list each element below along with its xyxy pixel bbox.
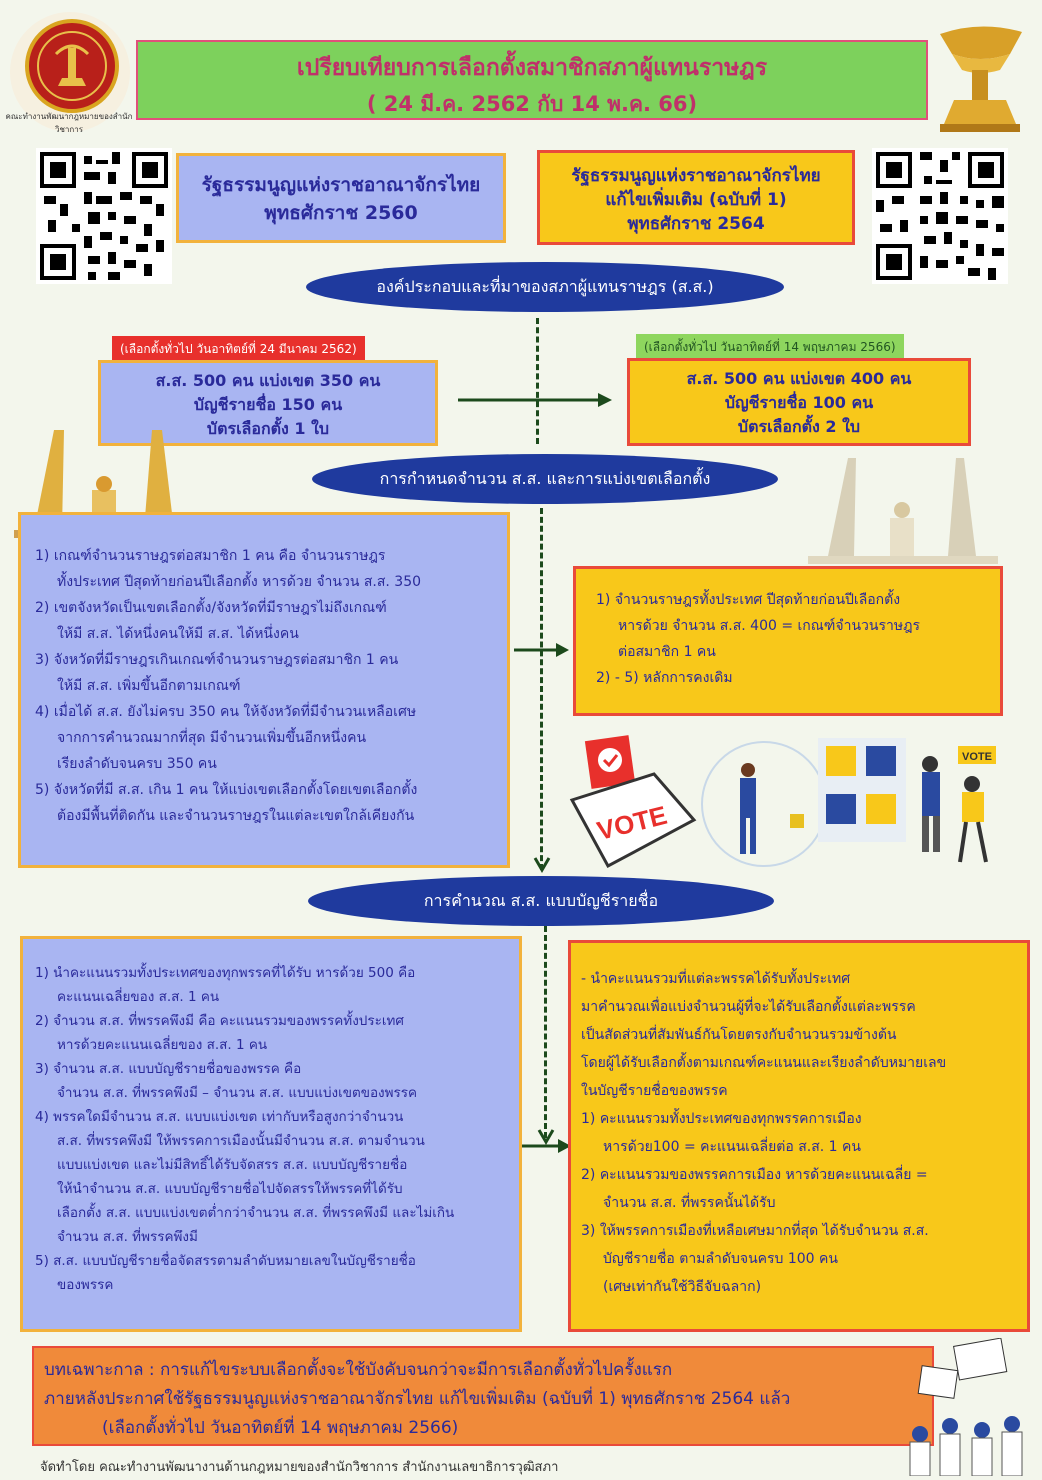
section-heading-composition — [306, 262, 784, 312]
party-list-rules-2566 — [568, 940, 1030, 1332]
list-item-text: 2) เขตจังหวัดเป็นเขตเลือกตั้ง/จังหวัดที่มีราษฎรไม่ถึงเกณฑ์ — [35, 600, 387, 616]
list-item-continuation: บัญชีรายชื่อ ตามลำดับจนครบ 100 คน — [603, 1251, 838, 1267]
section1-heading-text: องค์ประกอบและที่มาของสภาผู้แทนราษฎร (ส.ส.) — [376, 276, 714, 296]
ballot-vote-text: VOTE — [593, 799, 670, 846]
composition-2566-line3: บัตรเลือกตั้ง 2 ใบ — [737, 417, 861, 436]
transitional-line2: ภายหลังประกาศใช้รัฐธรรมนูญแห่งราชอาณาจักรไทย แก้ไขเพิ่มเติม (ฉบับที่ 1) พุทธศักราช 2564 แล้ว — [44, 1389, 791, 1409]
election-2562-tag: (เลือกตั้งทั่วไป วันอาทิตย์ที่ 24 มีนาคม 2562) — [112, 336, 365, 363]
list-item — [35, 595, 497, 647]
list-item — [35, 1105, 511, 1249]
list-item — [581, 1217, 1017, 1301]
center-dashed-line-2 — [540, 508, 543, 870]
party-list-2566-intro — [581, 965, 1017, 1105]
section-heading-districts — [312, 454, 778, 504]
list-item — [35, 961, 511, 1009]
list-item-continuation: แบบแบ่งเขต และไม่มีสิทธิ์ได้รับจัดสรร ส.ส. แบบบัญชีรายชื่อ — [57, 1157, 408, 1173]
list-item — [581, 1161, 1017, 1217]
list-item — [596, 665, 990, 691]
intro-line: มาคำนวณเพื่อแบ่งจำนวนผู้ที่จะได้รับเลือกตั้งแต่ละพรรค — [581, 999, 916, 1015]
voters-illustration — [694, 734, 1038, 884]
list-item-text: 2) - 5) หลักการคงเดิม — [596, 670, 733, 686]
arrow-right-icon-2 — [514, 640, 570, 660]
section-heading-party-list — [308, 876, 774, 926]
list-item-text: 1) คะแนนรวมทั้งประเทศของทุกพรรคการเมือง — [581, 1111, 862, 1127]
ballot-box-illustration — [564, 730, 704, 870]
list-item-text: 4) เมื่อได้ ส.ส. ยังไม่ครบ 350 คน ให้จังหวัดที่มีจำนวนเหลือเศษ — [35, 704, 417, 720]
composition-2562-line3: บัตรเลือกตั้ง 1 ใบ — [206, 419, 330, 438]
composition-2562-line2: บัญชีรายชื่อ 150 คน — [193, 395, 343, 414]
list-item-continuation: จำนวน ส.ส. ที่พรรคนั้นได้รับ — [603, 1195, 776, 1211]
list-item-continuation: ส.ส. ที่พรรคพึงมี ให้พรรคการเมืองนั้นมีจำนวน ส.ส. ตามจำนวน — [57, 1133, 425, 1149]
constitution-2560-box — [176, 153, 506, 243]
list-item — [35, 647, 497, 699]
list-item-text: 1) นำคะแนนรวมทั้งประเทศของทุกพรรคที่ได้รับ หารด้วย 500 คือ — [35, 965, 416, 981]
constitution-right-line2: แก้ไขเพิ่มเติม (ฉบับที่ 1) — [605, 190, 787, 210]
intro-line: เป็นสัดส่วนที่สัมพันธ์กันโดยตรงกับจำนวนรวมข้างต้น — [581, 1027, 897, 1043]
arrow-right-icon-3 — [522, 1136, 572, 1156]
list-item-continuation: (เศษเท่ากันใช้วิธีจับฉลาก) — [603, 1279, 762, 1295]
list-item-continuation: จำนวน ส.ส. ที่พรรคพึงมี — [57, 1229, 198, 1245]
transitional-line3: (เลือกตั้งทั่วไป วันอาทิตย์ที่ 14 พฤษภาคม 2566) — [102, 1418, 459, 1438]
intro-line: โดยผู้ได้รับเลือกตั้งตามเกณฑ์คะแนนและเรียงลำดับหมายเลข — [581, 1055, 947, 1071]
list-item — [35, 699, 497, 777]
constitution-right-line3: พุทธศักราช 2564 — [627, 214, 765, 234]
constitution-right-line1: รัฐธรรมนูญแห่งราชอาณาจักรไทย — [571, 166, 821, 186]
list-item-continuation: จากการคำนวณมากที่สุด มีจำนวนเพิ่มขึ้นอีกหนึ่งคน — [57, 730, 367, 746]
credit-text: จัดทำโดย คณะทำงานพัฒนางานด้านกฎหมายของสำนักวิชาการ สำนักงานเลขาธิการวุฒิสภา — [40, 1460, 559, 1475]
list-item-text: 1) จำนวนราษฎรทั้งประเทศ ปีสุดท้ายก่อนปีเลือกตั้ง — [596, 592, 901, 608]
list-item-text: 2) คะแนนรวมของพรรคการเมือง หารด้วยคะแนนเฉลี่ย = — [581, 1167, 928, 1183]
transitional-provision-box — [32, 1346, 934, 1446]
list-item-continuation: ให้นำจำนวน ส.ส. แบบบัญชีรายชื่อไปจัดสรรให้พรรคที่ได้รับ — [57, 1181, 403, 1197]
list-item-continuation: ทั้งประเทศ ปีสุดท้ายก่อนปีเลือกตั้ง หารด้วย จำนวน ส.ส. 350 — [57, 574, 422, 590]
list-item — [581, 1105, 1017, 1161]
list-item-continuation: ต่อสมาชิก 1 คน — [618, 644, 716, 660]
vote-sign-text: VOTE — [962, 751, 992, 763]
section2-heading-text: การกำหนดจำนวน ส.ส. และการแบ่งเขตเลือกตั้ง — [379, 468, 711, 488]
list-item-continuation: ต้องมีพื้นที่ติดกัน และจำนวนราษฎรในแต่ละเขตใกล้เคียงกัน — [57, 808, 415, 824]
district-2566-list — [596, 587, 990, 691]
transitional-line1: บทเฉพาะกาล : การแก้ไขระบบเลือกตั้งจะใช้บังคับจนกว่าจะมีการเลือกตั้งทั่วไปครั้งแรก — [44, 1360, 673, 1380]
party-list-rules-2562 — [20, 936, 522, 1332]
list-item — [35, 777, 497, 829]
list-item-continuation: หารด้วยคะแนนเฉลี่ยของ ส.ส. 1 คน — [57, 1037, 268, 1053]
district-rules-2566 — [573, 566, 1003, 716]
logo-caption: คณะทำงานพัฒนากฎหมายของสำนักวิชาการ — [5, 112, 133, 134]
composition-2562-line1: ส.ส. 500 คน แบ่งเขต 350 คน — [155, 371, 381, 390]
title-line-1: เปรียบเทียบการเลือกตั้งสมาชิกสภาผู้แทนราษฎร — [296, 55, 768, 81]
list-item — [35, 1057, 511, 1105]
list-item-continuation: หารด้วย100 = คะแนนเฉลี่ยต่อ ส.ส. 1 คน — [603, 1139, 861, 1155]
qr-code-left[interactable] — [36, 148, 172, 284]
intro-line: ในบัญชีรายชื่อของพรรค — [581, 1083, 728, 1099]
list-item-continuation: เลือกตั้ง ส.ส. แบบแบ่งเขตต่ำกว่าจำนวน ส.ส. ที่พรรคพึงมี และไม่เกิน — [57, 1205, 455, 1221]
center-dashed-line-3 — [544, 926, 547, 1138]
list-item-text: 2) จำนวน ส.ส. ที่พรรคพึงมี คือ คะแนนรวมของพรรคทั้งประเทศ — [35, 1013, 404, 1029]
intro-line: - นำคะแนนรวมที่แต่ละพรรคได้รับทั้งประเทศ — [581, 971, 851, 987]
list-item-continuation: คะแนนเฉลี่ยของ ส.ส. 1 คน — [57, 989, 220, 1005]
section3-heading-text: การคำนวณ ส.ส. แบบบัญชีรายชื่อ — [423, 890, 659, 910]
party-list-2566-list — [581, 1105, 1017, 1301]
list-item-text: 5) จังหวัดที่มี ส.ส. เกิน 1 คน ให้แบ่งเขตเลือกตั้งโดยเขตเลือกตั้ง — [35, 782, 418, 798]
golden-tray-icon — [930, 14, 1030, 138]
election-2566-tag: (เลือกตั้งทั่วไป วันอาทิตย์ที่ 14 พฤษภาคม 2566) — [636, 334, 904, 361]
qr-code-right[interactable] — [872, 148, 1008, 284]
list-item-continuation: หารด้วย จำนวน ส.ส. 400 = เกณฑ์จำนวนราษฎร — [618, 618, 920, 634]
list-item-continuation: ให้มี ส.ส. ได้หนึ่งคนให้มี ส.ส. ได้หนึ่งคน — [57, 626, 299, 642]
constitution-left-line2: พุทธศักราช 2560 — [264, 202, 418, 224]
district-2562-list — [35, 543, 497, 829]
list-item-text: 3) จำนวน ส.ส. แบบบัญชีรายชื่อของพรรค คือ — [35, 1061, 302, 1077]
party-list-2562-list — [35, 961, 511, 1297]
list-item-text: 3) ให้พรรคการเมืองที่เหลือเศษมากที่สุด ได้รับจำนวน ส.ส. — [581, 1223, 929, 1239]
arrow-right-icon — [458, 390, 614, 410]
list-item — [35, 1009, 511, 1057]
center-dashed-line — [536, 318, 539, 444]
district-rules-2562 — [18, 512, 510, 868]
crowd-illustration — [900, 1338, 1036, 1476]
list-item — [35, 543, 497, 595]
list-item-continuation: ของพรรค — [57, 1277, 114, 1293]
main-title — [136, 40, 928, 120]
constitution-left-line1: รัฐธรรมนูญแห่งราชอาณาจักรไทย — [201, 174, 481, 196]
list-item-continuation: จำนวน ส.ส. ที่พรรคพึงมี – จำนวน ส.ส. แบบแบ่งเขตของพรรค — [57, 1085, 418, 1101]
list-item-continuation: ให้มี ส.ส. เพิ่มขึ้นอีกตามเกณฑ์ — [57, 678, 241, 694]
composition-2566-line2: บัญชีรายชื่อ 100 คน — [724, 393, 874, 412]
list-item — [35, 1249, 511, 1297]
arrow-down-icon — [532, 854, 552, 874]
monument-right-icon — [808, 446, 998, 564]
list-item-text: 4) พรรคใดมีจำนวน ส.ส. แบบแบ่งเขต เท่ากับหรือสูงกว่าจำนวน — [35, 1109, 404, 1125]
title-line-2: ( 24 มี.ค. 2562 กับ 14 พ.ค. 66) — [366, 92, 698, 116]
list-item — [596, 587, 990, 665]
composition-2566-box — [627, 358, 971, 446]
list-item-text: 3) จังหวัดที่มีราษฎรเกินเกณฑ์จำนวนราษฎรต่อสมาชิก 1 คน — [35, 652, 399, 668]
list-item-continuation: เรียงลำดับจนครบ 350 คน — [57, 756, 217, 772]
list-item-text: 1) เกณฑ์จำนวนราษฎรต่อสมาชิก 1 คน คือ จำนวนราษฎร — [35, 548, 386, 564]
composition-2566-line1: ส.ส. 500 คน แบ่งเขต 400 คน — [686, 369, 912, 388]
list-item-text: 5) ส.ส. แบบบัญชีรายชื่อจัดสรรตามลำดับหมายเลขในบัญชีรายชื่อ — [35, 1253, 416, 1269]
constitution-2564-box — [537, 150, 855, 245]
